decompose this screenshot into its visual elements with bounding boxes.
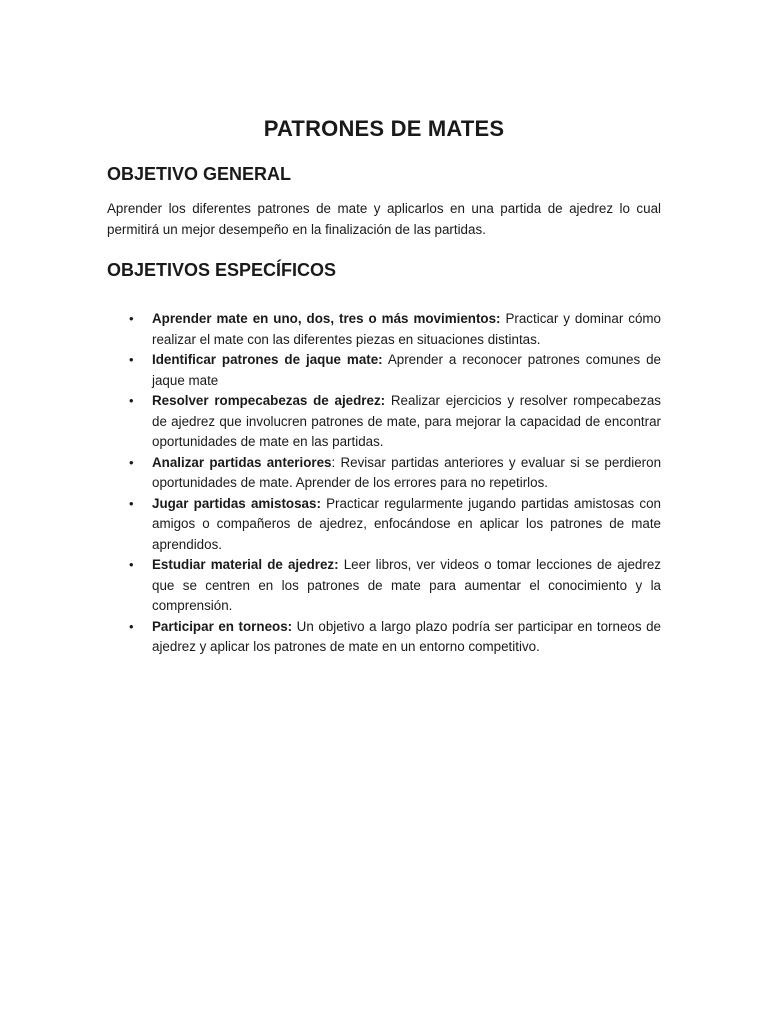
bullet-icon: • [129,495,134,511]
specific-objectives-list [107,309,661,658]
list-item [107,494,661,556]
objective-title: Identificar patrones de jaque mate: [152,352,383,367]
general-objective-heading: OBJETIVO GENERAL [107,164,292,184]
list-item [107,555,661,617]
specific-objectives-heading: OBJETIVOS ESPECÍFICOS [107,260,337,280]
bullet-icon: • [129,557,134,572]
bullet-icon: • [129,618,134,634]
objective-text: Realizar ejercicios y resolver rompecabezas de ajedrez que involucren patrones de mate, para mejorar la capacidad de encontrar oportunidades de mate en las partidas. [152,393,661,449]
objective-text: Practicar y dominar cómo realizar el mate con las diferentes piezas en situaciones distintas. [152,311,661,347]
objective-title: Resolver rompecabezas de ajedrez: [152,393,386,408]
bullet-icon: • [129,454,134,470]
objective-title: Participar en torneos: [152,618,293,634]
list-item [107,309,661,350]
objective-text: Practicar regularmente jugando partidas amistosas con amigos o compañeros de ajedrez, enfocándose en aplicar los patrones de mate aprendidos. [152,495,661,552]
list-item [107,350,661,391]
list-item [107,391,661,453]
bullet-icon: • [129,352,134,367]
list-item [107,617,661,658]
bullet-icon: • [129,311,134,326]
list-item [107,453,661,494]
objective-text: Aprender a reconocer patrones comunes de jaque mate [152,352,661,388]
objective-title: Aprender mate en uno, dos, tres o más movimientos: [152,311,501,326]
objective-title: Jugar partidas amistosas: [152,495,321,511]
general-objective-text: Aprender los diferentes patrones de mate y aplicarlos en una partida de ajedrez lo cual permitirá un mejor desempeño en la finalización de las partidas. [107,201,661,237]
page-title: PATRONES DE MATES [263,116,505,141]
document-page [107,116,661,658]
objective-text: Un objetivo a largo plazo podría ser participar en torneos de ajedrez y aplicar los patrones de mate en un entorno competitivo. [152,618,661,654]
objective-title: Analizar partidas anteriores [152,454,332,470]
bullet-icon: • [129,393,134,408]
objective-text: : Revisar partidas anteriores y evaluar si se perdieron oportunidades de mate. Aprender de los errores para no repetirlos. [152,454,662,490]
objective-title: Estudiar material de ajedrez: [152,557,339,572]
objective-text: Leer libros, ver videos o tomar lecciones de ajedrez que se centren en los patrones de mate para aumentar el conocimiento y la comprensión. [152,557,661,613]
